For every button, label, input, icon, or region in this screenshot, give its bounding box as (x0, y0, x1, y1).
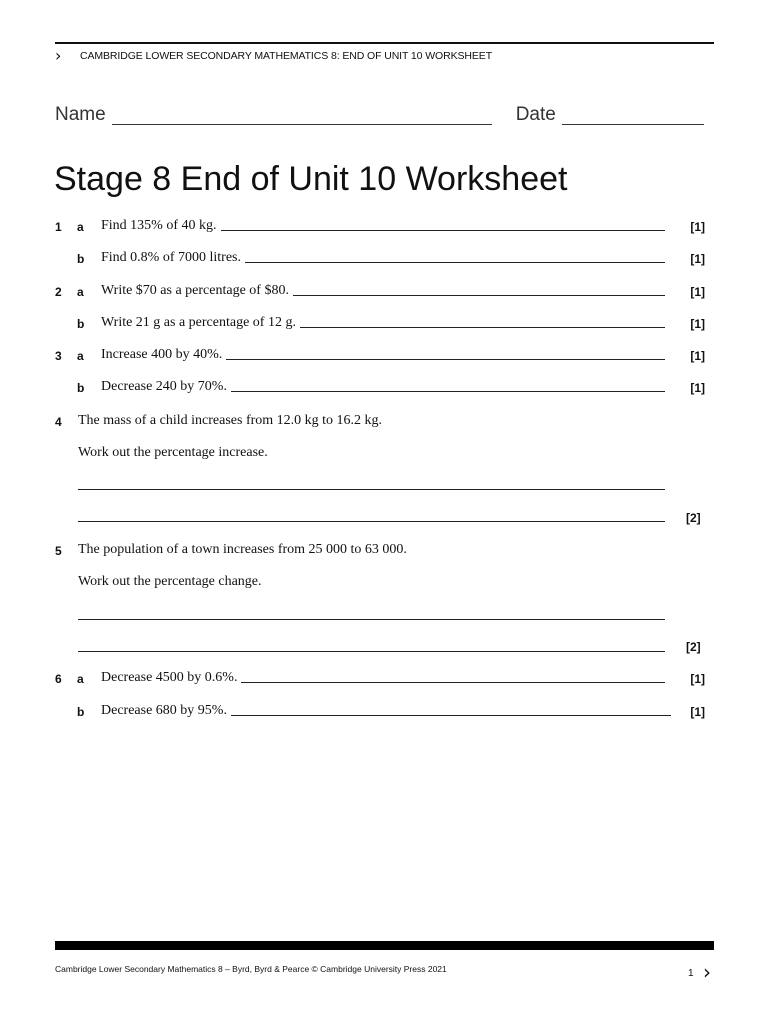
question-letter: b (77, 381, 85, 395)
question-number: 6 (55, 672, 62, 686)
question-mark: [1] (690, 705, 705, 719)
answer-line[interactable] (221, 230, 666, 231)
question-mark: [1] (690, 672, 705, 686)
question-1b (55, 248, 705, 266)
answer-line[interactable] (78, 489, 665, 490)
answer-line[interactable] (300, 327, 665, 328)
question-text: Decrease 680 by 95%. (101, 703, 227, 718)
name-field[interactable] (112, 104, 492, 125)
question-5-instruction: Work out the percentage change. (78, 574, 262, 589)
question-text: Write 21 g as a percentage of 12 g. (101, 315, 296, 330)
answer-line[interactable] (78, 521, 665, 522)
question-4-text: The mass of a child increases from 12.0 kg to 16.2 kg. (78, 413, 383, 428)
answer-line[interactable] (241, 682, 665, 683)
question-mark: [1] (690, 285, 705, 299)
question-mark: [1] (690, 349, 705, 363)
question-letter: a (77, 672, 84, 686)
question-5-text: The population of a town increases from 25 000 to 63 000. (78, 542, 407, 557)
footer-text: Cambridge Lower Secondary Mathematics 8 – Byrd, Byrd & Pearce © Cambridge University Press 2021 (55, 964, 447, 974)
question-1a (55, 216, 705, 234)
answer-line[interactable] (78, 619, 665, 620)
chevron-right-icon: › (55, 46, 62, 65)
question-6a (55, 668, 705, 686)
date-label: Date (515, 104, 556, 125)
answer-line[interactable] (231, 715, 671, 716)
question-2a (55, 281, 705, 299)
header-title: CAMBRIDGE LOWER SECONDARY MATHEMATICS 8: END OF UNIT 10 WORKSHEET (80, 50, 493, 62)
question-letter: a (77, 349, 84, 363)
question-mark: [1] (690, 220, 705, 234)
question-letter: b (77, 317, 85, 331)
question-letter: a (77, 285, 84, 299)
question-letter: a (77, 220, 84, 234)
header-rule (55, 42, 714, 44)
name-date-row (55, 104, 714, 126)
question-letter: b (77, 252, 85, 266)
question-text: Write $70 as a percentage of $80. (101, 283, 289, 298)
answer-line[interactable] (245, 262, 665, 263)
question-number: 4 (55, 415, 62, 429)
question-4-instruction: Work out the percentage increase. (78, 445, 268, 460)
question-number: 1 (55, 220, 62, 234)
name-label: Name (55, 104, 106, 125)
question-text: Decrease 4500 by 0.6%. (101, 670, 238, 685)
question-mark: [2] (686, 640, 701, 654)
answer-line[interactable] (78, 651, 665, 652)
question-3a (55, 345, 705, 363)
question-mark: [1] (690, 317, 705, 331)
question-6b (55, 701, 705, 719)
question-text: Decrease 240 by 70%. (101, 379, 227, 394)
question-text: Find 135% of 40 kg. (101, 218, 217, 233)
answer-line[interactable] (226, 359, 665, 360)
question-letter: b (77, 705, 85, 719)
question-number: 5 (55, 544, 62, 558)
question-2b (55, 313, 705, 331)
question-number: 2 (55, 285, 62, 299)
date-field[interactable] (562, 104, 704, 125)
question-text: Increase 400 by 40%. (101, 347, 223, 362)
question-mark: [1] (690, 381, 705, 395)
page-title: Stage 8 End of Unit 10 Worksheet (54, 160, 568, 198)
question-mark: [2] (686, 511, 701, 525)
question-3b (55, 377, 705, 395)
answer-line[interactable] (293, 295, 665, 296)
question-mark: [1] (690, 252, 705, 266)
page-number: 1 (688, 968, 694, 979)
footer-bar (55, 941, 714, 950)
question-text: Find 0.8% of 7000 litres. (101, 250, 241, 265)
question-number: 3 (55, 349, 62, 363)
answer-line[interactable] (231, 391, 665, 392)
chevron-right-icon[interactable]: › (703, 960, 711, 984)
